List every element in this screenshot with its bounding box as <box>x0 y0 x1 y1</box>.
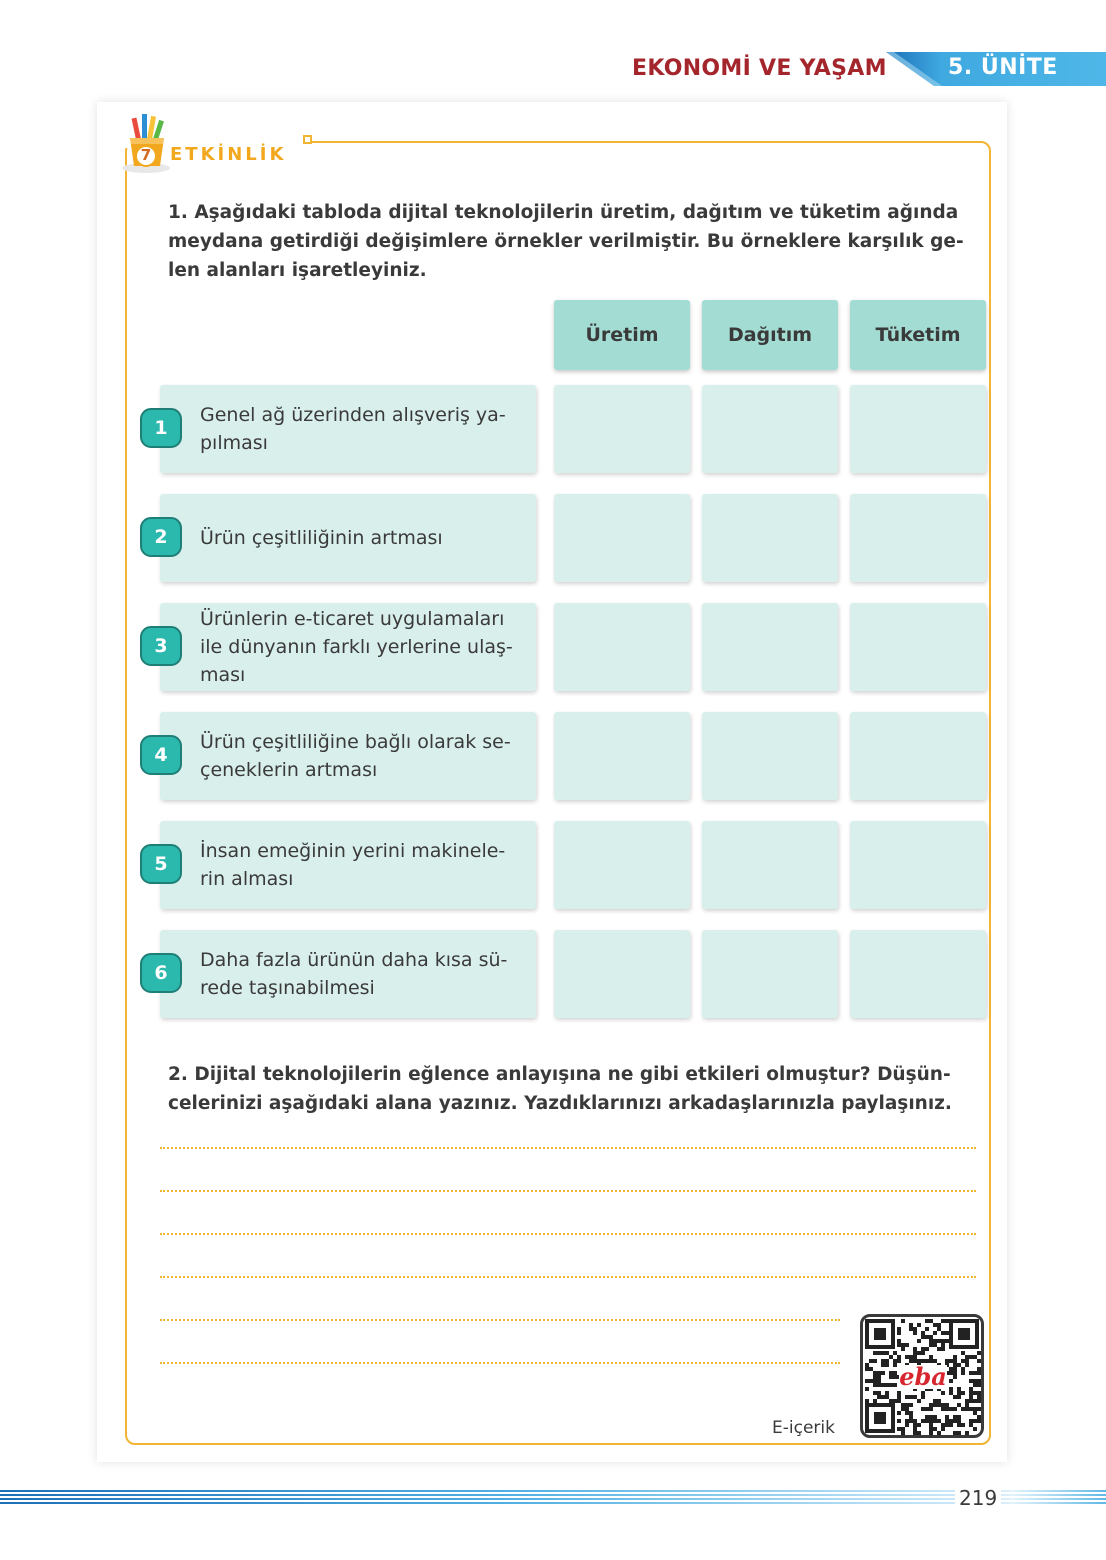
qr-module <box>881 1351 885 1355</box>
row-text: Daha fazla ürünün daha kısa sü-rede taşınabilmesi <box>200 949 508 999</box>
qr-module <box>909 1411 913 1415</box>
qr-module <box>933 1323 937 1327</box>
qr-module <box>873 1371 877 1375</box>
qr-module <box>965 1363 969 1367</box>
qr-module <box>921 1347 925 1351</box>
qr-module <box>949 1391 953 1395</box>
answer-cell-tuketim[interactable] <box>850 494 986 582</box>
qr-module <box>977 1391 981 1395</box>
footer-stripe <box>0 1489 1010 1505</box>
qr-module <box>973 1383 977 1387</box>
qr-module <box>937 1419 941 1423</box>
qr-module <box>873 1359 877 1363</box>
qr-module <box>885 1395 889 1399</box>
qr-module <box>949 1379 953 1383</box>
qr-caption: E-içerik <box>772 1418 835 1438</box>
qr-module <box>877 1371 881 1375</box>
qr-module <box>897 1391 901 1395</box>
qr-module <box>905 1411 909 1415</box>
row-number-badge: 5 <box>140 844 182 884</box>
qr-module <box>889 1371 893 1375</box>
qr-module <box>885 1391 889 1395</box>
qr-module <box>929 1335 933 1339</box>
table-row-label <box>160 930 536 1018</box>
row-number-badge: 2 <box>140 517 182 557</box>
answer-cell-tuketim[interactable] <box>850 385 986 473</box>
qr-module <box>957 1415 961 1419</box>
qr-module <box>921 1407 925 1411</box>
activity-number: 7 <box>140 146 152 164</box>
answer-cell-dagitim[interactable] <box>702 712 838 800</box>
writing-line[interactable] <box>160 1276 976 1278</box>
qr-module <box>929 1415 933 1419</box>
qr-module <box>973 1427 977 1431</box>
qr-module <box>945 1415 949 1419</box>
qr-module <box>929 1427 933 1431</box>
qr-module <box>957 1419 961 1423</box>
qr-module <box>913 1431 917 1435</box>
qr-module <box>893 1399 897 1403</box>
qr-module <box>941 1319 945 1323</box>
qr-module <box>957 1423 961 1427</box>
qr-module <box>941 1331 945 1335</box>
qr-module <box>873 1399 877 1403</box>
qr-module <box>929 1355 933 1359</box>
qr-module <box>925 1319 929 1323</box>
qr-module <box>969 1371 973 1375</box>
answer-cell-tuketim[interactable] <box>850 930 986 1018</box>
table-row-label <box>160 494 536 582</box>
qr-module <box>921 1419 925 1423</box>
qr-module <box>893 1383 897 1387</box>
qr-module <box>909 1403 913 1407</box>
qr-module <box>957 1403 961 1407</box>
table-row-label <box>160 385 536 473</box>
row-number-badge: 1 <box>140 408 182 448</box>
qr-module <box>881 1359 885 1363</box>
answer-cell-uretim[interactable] <box>554 603 690 691</box>
qr-module <box>965 1359 969 1363</box>
answer-cell-uretim[interactable] <box>554 930 690 1018</box>
row-text: Ürün çeşitliliğinin artması <box>200 527 443 549</box>
qr-module <box>977 1407 981 1411</box>
qr-module <box>921 1335 925 1339</box>
qr-module <box>953 1431 957 1435</box>
qr-module <box>885 1363 889 1367</box>
qr-module <box>873 1379 877 1383</box>
qr-module <box>953 1395 957 1399</box>
qr-module <box>953 1415 957 1419</box>
qr-module <box>961 1391 965 1395</box>
qr-module <box>977 1367 981 1371</box>
qr-module <box>925 1327 929 1331</box>
qr-module <box>969 1419 973 1423</box>
qr-module <box>917 1423 921 1427</box>
writing-line[interactable] <box>160 1190 976 1192</box>
qr-module <box>929 1423 933 1427</box>
qr-module <box>949 1387 953 1391</box>
qr-module <box>885 1351 889 1355</box>
qr-module <box>929 1403 933 1407</box>
qr-module <box>957 1391 961 1395</box>
qr-module <box>881 1363 885 1367</box>
qr-module <box>905 1395 909 1399</box>
qr-module <box>977 1419 981 1423</box>
qr-module <box>969 1423 973 1427</box>
qr-module <box>965 1403 969 1407</box>
qr-module <box>933 1343 937 1347</box>
qr-module <box>937 1347 941 1351</box>
qr-module <box>877 1379 881 1383</box>
qr-module <box>901 1427 905 1431</box>
qr-module <box>909 1355 913 1359</box>
qr-module <box>953 1359 957 1363</box>
qr-module <box>913 1355 917 1359</box>
question-1: 1. Aşağıdaki tabloda dijital teknolojilerin üretim, dağıtım ve tüketim ağında meydana getirdiği değişimlere örnekler verilmiştir. Bu örneklere karşılık ge-len alanları işaretleyiniz. <box>168 202 964 281</box>
qr-module <box>945 1407 949 1411</box>
row-text: İnsan emeğinin yerini makinele-rin alması <box>200 840 506 890</box>
qr-module <box>933 1427 937 1431</box>
qr-module <box>933 1415 937 1419</box>
qr-module <box>941 1427 945 1431</box>
qr-module <box>945 1423 949 1427</box>
row-text: Ürün çeşitliliğine bağlı olarak se-çeneklerin artması <box>200 731 511 781</box>
qr-module <box>929 1431 933 1435</box>
qr-module <box>869 1367 873 1371</box>
qr-module <box>905 1403 909 1407</box>
qr-module <box>961 1407 965 1411</box>
qr-module <box>973 1411 977 1415</box>
qr-module <box>913 1347 917 1351</box>
qr-module <box>897 1339 901 1343</box>
qr-module <box>909 1327 913 1331</box>
qr-module <box>865 1399 869 1403</box>
qr-module <box>945 1419 949 1423</box>
qr-module <box>893 1371 897 1375</box>
qr-module <box>893 1363 897 1367</box>
qr-module <box>917 1323 921 1327</box>
qr-module <box>893 1375 897 1379</box>
qr-module <box>953 1407 957 1411</box>
qr-module <box>969 1395 973 1399</box>
qr-module <box>901 1343 905 1347</box>
qr-module <box>905 1407 909 1411</box>
qr-module <box>973 1407 977 1411</box>
qr-module <box>957 1387 961 1391</box>
qr-module <box>917 1431 921 1435</box>
qr-module <box>881 1371 885 1375</box>
qr-module <box>929 1339 933 1343</box>
row-number-badge: 4 <box>140 735 182 775</box>
qr-module <box>977 1371 981 1375</box>
qr-module <box>869 1379 873 1383</box>
qr-module <box>957 1363 961 1367</box>
qr-module <box>953 1371 957 1375</box>
qr-module <box>973 1379 977 1383</box>
qr-module <box>961 1423 965 1427</box>
table-row-label <box>160 603 536 691</box>
qr-module <box>865 1387 869 1391</box>
qr-module <box>977 1379 981 1383</box>
question-2: 2. Dijital teknolojilerin eğlence anlayışına ne gibi etkileri olmuştur? Düşün-celerinizi aşağıdaki alana yazınız. Yazdıklarınızı arkadaşlarınızla paylaşınız. <box>168 1064 952 1114</box>
qr-module <box>929 1319 933 1323</box>
qr-module <box>913 1327 917 1331</box>
qr-module <box>897 1327 901 1331</box>
answer-cell-dagitim[interactable] <box>702 603 838 691</box>
eba-qr-code[interactable] <box>860 1314 984 1438</box>
qr-module <box>969 1379 973 1383</box>
qr-module <box>929 1343 933 1347</box>
qr-module <box>933 1331 937 1335</box>
qr-module <box>937 1431 941 1435</box>
qr-module <box>901 1407 905 1411</box>
qr-module <box>873 1383 877 1387</box>
writing-line[interactable] <box>160 1319 840 1321</box>
row-number-badge: 6 <box>140 953 182 993</box>
page-number: 219 <box>955 1486 1001 1510</box>
qr-module <box>877 1395 881 1399</box>
qr-module <box>961 1351 965 1355</box>
qr-code-icon <box>863 1317 981 1435</box>
qr-module <box>897 1411 901 1415</box>
qr-module <box>933 1339 937 1343</box>
unit-number: 5. ÜNİTE <box>948 55 1058 80</box>
qr-module <box>869 1359 873 1363</box>
qr-module <box>977 1399 981 1403</box>
qr-module <box>893 1359 897 1363</box>
pencil-cup-icon <box>118 108 178 176</box>
qr-module <box>945 1319 949 1323</box>
qr-module <box>909 1415 913 1419</box>
qr-module <box>941 1339 945 1343</box>
qr-module <box>977 1351 981 1355</box>
column-header-uretim: Üretim <box>554 300 690 370</box>
qr-module <box>969 1387 973 1391</box>
qr-module <box>865 1367 869 1371</box>
row-text: Genel ağ üzerinden alışveriş ya-pılması <box>200 404 506 454</box>
column-header-tuketim: Tüketim <box>850 300 986 370</box>
qr-module <box>977 1383 981 1387</box>
answer-cell-tuketim[interactable] <box>850 821 986 909</box>
qr-module <box>953 1375 957 1379</box>
answer-cell-dagitim[interactable] <box>702 494 838 582</box>
qr-module <box>881 1383 885 1387</box>
qr-module <box>897 1355 901 1359</box>
qr-module <box>889 1355 893 1359</box>
qr-module <box>921 1391 925 1395</box>
column-header-dagitim: Dağıtım <box>702 300 838 370</box>
qr-module <box>897 1343 901 1347</box>
qr-module <box>889 1375 893 1379</box>
qr-module <box>933 1403 937 1407</box>
unit-tab <box>886 52 1106 88</box>
qr-module <box>901 1403 905 1407</box>
qr-module <box>885 1383 889 1387</box>
qr-module <box>925 1335 929 1339</box>
qr-module <box>901 1347 905 1351</box>
qr-module <box>965 1407 969 1411</box>
qr-module <box>945 1331 949 1335</box>
row-number-badge: 3 <box>140 626 182 666</box>
qr-module <box>913 1331 917 1335</box>
qr-module <box>901 1431 905 1435</box>
qr-module <box>893 1351 897 1355</box>
qr-module <box>949 1359 953 1363</box>
qr-module <box>929 1419 933 1423</box>
qr-module <box>953 1419 957 1423</box>
qr-module <box>925 1347 929 1351</box>
table-row-label <box>160 821 536 909</box>
qr-module <box>969 1407 973 1411</box>
qr-module <box>957 1395 961 1399</box>
qr-module <box>969 1391 973 1395</box>
answer-cell-uretim[interactable] <box>554 821 690 909</box>
qr-module <box>977 1415 981 1419</box>
qr-module <box>965 1431 969 1435</box>
qr-module <box>901 1319 905 1323</box>
qr-module <box>933 1399 937 1403</box>
qr-module <box>877 1375 881 1379</box>
qr-module <box>921 1331 925 1335</box>
qr-module <box>941 1347 945 1351</box>
qr-module <box>957 1431 961 1435</box>
qr-module <box>941 1391 945 1395</box>
qr-module <box>881 1395 885 1399</box>
frame-corner-square <box>303 135 312 144</box>
qr-module <box>961 1367 965 1371</box>
qr-module <box>885 1359 889 1363</box>
qr-module <box>905 1343 909 1347</box>
qr-module <box>973 1399 977 1403</box>
qr-module <box>877 1391 881 1395</box>
qr-module <box>973 1371 977 1375</box>
answer-cell-tuketim[interactable] <box>850 712 986 800</box>
qr-module <box>897 1331 901 1335</box>
qr-module <box>965 1399 969 1403</box>
row-text: Ürünlerin e-ticaret uygulamaları ile dünyanın farklı yerlerine ulaş-ması <box>200 608 513 686</box>
qr-module <box>941 1343 945 1347</box>
qr-module <box>897 1427 901 1431</box>
qr-module <box>921 1395 925 1399</box>
qr-module <box>873 1375 877 1379</box>
qr-module <box>965 1355 969 1359</box>
qr-module <box>937 1327 941 1331</box>
answer-cell-uretim[interactable] <box>554 494 690 582</box>
qr-module <box>925 1415 929 1419</box>
qr-module <box>977 1359 981 1363</box>
qr-module <box>961 1359 965 1363</box>
qr-module <box>897 1395 901 1399</box>
qr-module <box>925 1419 929 1423</box>
qr-module <box>929 1407 933 1411</box>
qr-module <box>977 1395 981 1399</box>
qr-module <box>865 1363 869 1367</box>
qr-module <box>909 1395 913 1399</box>
qr-module <box>937 1323 941 1327</box>
qr-module <box>949 1367 953 1371</box>
qr-module <box>925 1407 929 1411</box>
qr-module <box>969 1355 973 1359</box>
qr-module <box>973 1355 977 1359</box>
unit-title: EKONOMİ VE YAŞAM <box>632 56 887 81</box>
qr-module <box>945 1339 949 1343</box>
answer-cell-uretim[interactable] <box>554 385 690 473</box>
answer-cell-dagitim[interactable] <box>702 930 838 1018</box>
qr-module <box>953 1363 957 1367</box>
table-row-label <box>160 712 536 800</box>
qr-module <box>969 1399 973 1403</box>
qr-module <box>953 1367 957 1371</box>
qr-module <box>917 1339 921 1343</box>
qr-module <box>949 1371 953 1375</box>
qr-module <box>949 1407 953 1411</box>
qr-module <box>913 1395 917 1399</box>
writing-line[interactable] <box>160 1233 976 1235</box>
qr-module <box>909 1419 913 1423</box>
qr-module <box>913 1423 917 1427</box>
qr-module <box>933 1419 937 1423</box>
qr-module <box>921 1351 925 1355</box>
qr-module <box>949 1419 953 1423</box>
qr-module <box>913 1419 917 1423</box>
eba-logo-text: eba <box>899 1362 947 1391</box>
qr-module <box>937 1403 941 1407</box>
qr-module <box>941 1403 945 1407</box>
qr-module <box>949 1423 953 1427</box>
qr-module <box>917 1399 921 1403</box>
qr-module <box>905 1419 909 1423</box>
qr-module <box>873 1351 877 1355</box>
qr-module <box>909 1323 913 1327</box>
qr-module <box>953 1355 957 1359</box>
qr-module <box>877 1383 881 1387</box>
qr-module <box>877 1351 881 1355</box>
activity-label: ETKİNLİK <box>170 144 287 165</box>
qr-module <box>937 1339 941 1343</box>
activity-logo <box>118 108 178 176</box>
qr-module <box>889 1399 893 1403</box>
qr-module <box>973 1419 977 1423</box>
answer-cell-dagitim[interactable] <box>702 821 838 909</box>
qr-module <box>889 1383 893 1387</box>
answer-cell-dagitim[interactable] <box>702 385 838 473</box>
qr-module <box>945 1403 949 1407</box>
qr-module <box>897 1419 901 1423</box>
footer-stripe-right <box>1010 1489 1106 1505</box>
qr-module <box>873 1391 877 1395</box>
qr-module <box>917 1351 921 1355</box>
qr-module <box>913 1351 917 1355</box>
qr-module <box>941 1407 945 1411</box>
qr-module <box>937 1399 941 1403</box>
qr-module <box>913 1427 917 1431</box>
answer-cell-uretim[interactable] <box>554 712 690 800</box>
answer-cell-tuketim[interactable] <box>850 603 986 691</box>
writing-line[interactable] <box>160 1362 840 1364</box>
qr-module <box>897 1399 901 1403</box>
writing-line[interactable] <box>160 1147 976 1149</box>
qr-module <box>865 1379 869 1383</box>
qr-module <box>973 1391 977 1395</box>
qr-module <box>905 1355 909 1359</box>
qr-module <box>941 1423 945 1427</box>
qr-module <box>961 1371 965 1375</box>
qr-module <box>905 1423 909 1427</box>
